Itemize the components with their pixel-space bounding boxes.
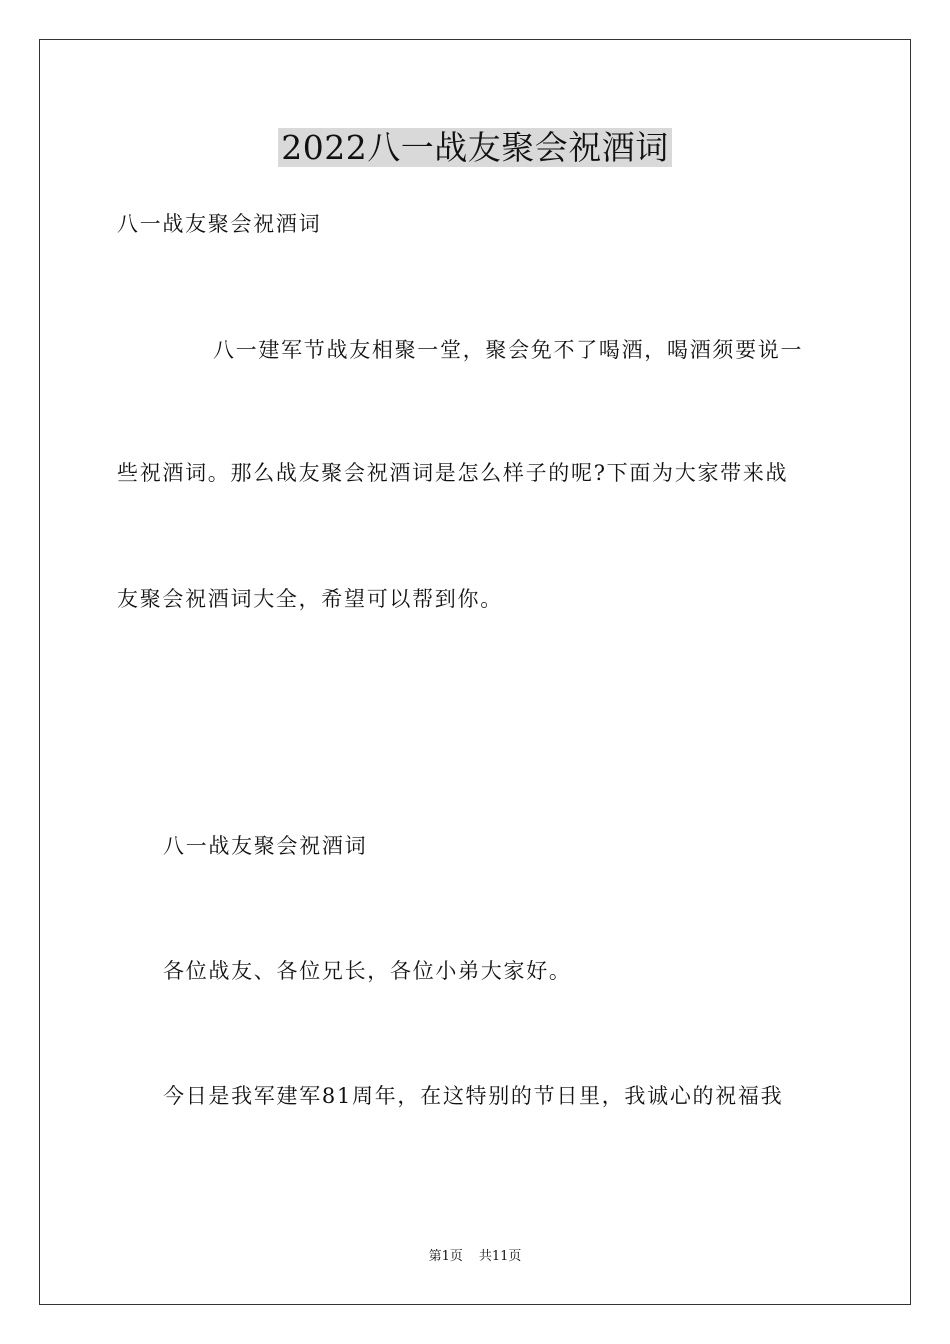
paragraph-line-1: 八一建军节战友相聚一堂，聚会免不了喝酒，喝酒须要说一 bbox=[213, 338, 804, 362]
page-number: 第1页 bbox=[428, 1249, 463, 1264]
body-line: 今日是我军建军81周年，在这特别的节日里，我诚心的祝福我 bbox=[163, 1084, 784, 1108]
greeting-line: 各位战友、各位兄长，各位小弟大家好。 bbox=[163, 959, 572, 983]
document-title bbox=[0, 128, 950, 168]
document-title-text: 2022八一战友聚会祝酒词 bbox=[278, 128, 671, 167]
section-heading: 八一战友聚会祝酒词 bbox=[163, 834, 368, 858]
paragraph-line-2: 些祝酒词。那么战友聚会祝酒词是怎么样子的呢?下面为大家带来战 bbox=[117, 461, 789, 485]
paragraph-line-3: 友聚会祝酒词大全，希望可以帮到你。 bbox=[117, 587, 503, 611]
subtitle-line: 八一战友聚会祝酒词 bbox=[117, 212, 322, 236]
page-footer bbox=[0, 1248, 950, 1266]
page-total: 共11页 bbox=[478, 1249, 522, 1264]
